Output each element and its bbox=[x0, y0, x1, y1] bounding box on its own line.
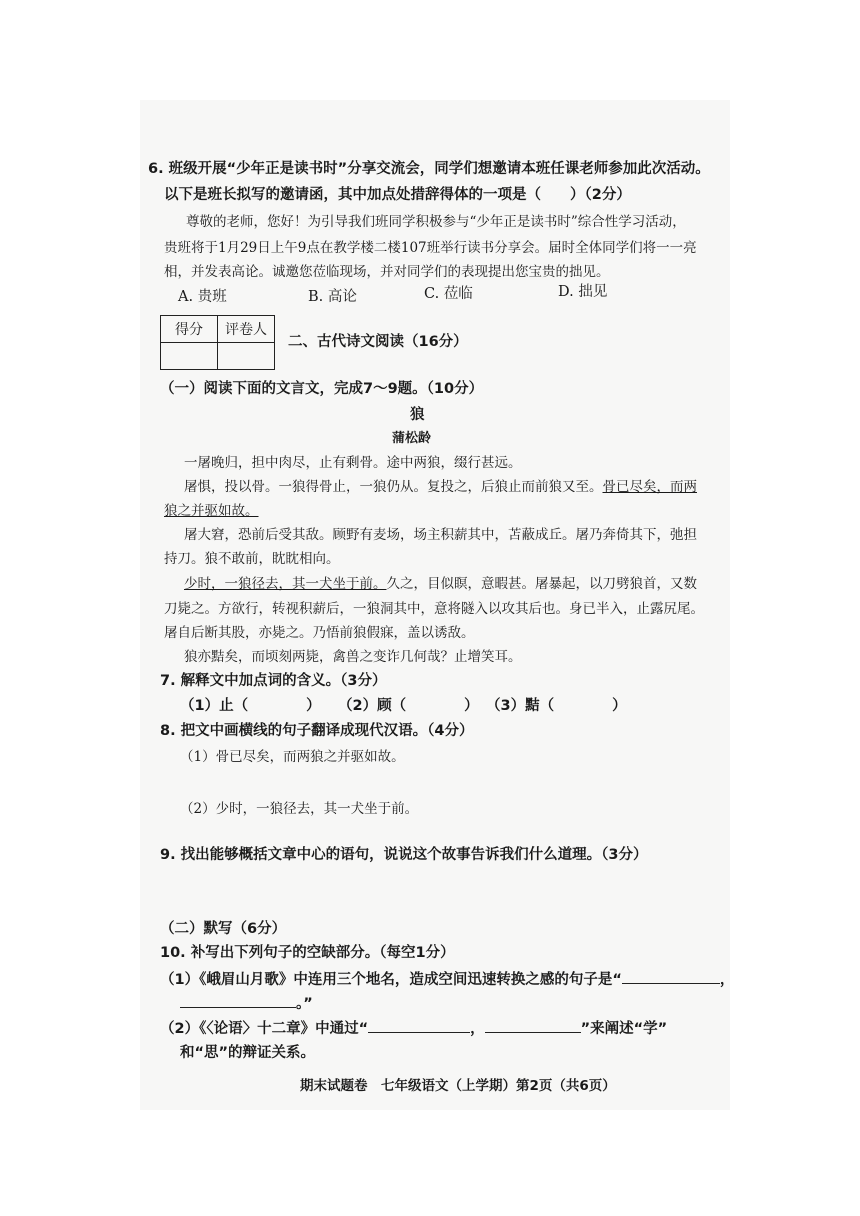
part-2-heading: （二）默写（6分） bbox=[160, 921, 287, 937]
q10-text: （1）《峨眉山月歌》中连用三个地名，造成空间迅速转换之感的句子是“ bbox=[160, 972, 622, 988]
q6-option-b[interactable]: B. 高论 bbox=[308, 289, 357, 305]
grader-header: 评卷人 bbox=[218, 316, 275, 343]
underlined-sentence-1: 骨已尽矣，而两 bbox=[602, 479, 697, 495]
answer-blank[interactable] bbox=[622, 969, 720, 984]
q6-letter-line1: 尊敬的老师，您好！为引导我们班同学积极参与“少年正是读书时”综合性学习活动， bbox=[186, 214, 686, 230]
q6-stem-line2: 以下是班长拟写的邀请函，其中加点处措辞得体的一项是（ ）（2分） bbox=[164, 187, 631, 203]
passage-text: 屠惧，投以骨。一狼得骨止，一狼仍从。复投之，后狼止而前狼又至。 bbox=[184, 479, 603, 495]
passage-para-4a bbox=[184, 575, 697, 593]
q10-line-1 bbox=[160, 969, 734, 989]
passage-para-5: 狼亦黠矣，而顷刻两毙，禽兽之变诈几何哉？止增笑耳。 bbox=[184, 649, 522, 665]
section-2-title: 二、古代诗文阅读（16分） bbox=[288, 334, 468, 350]
q10-text: ”来阐述“学” bbox=[580, 1021, 668, 1037]
underlined-sentence-1-cont: 狼之并驱如故。 bbox=[164, 503, 259, 519]
score-header: 得分 bbox=[161, 316, 218, 343]
q8-sentence-2: （2）少时，一狼径去，其一犬坐于前。 bbox=[180, 801, 419, 817]
answer-blank[interactable] bbox=[368, 1018, 470, 1033]
grader-cell[interactable] bbox=[218, 343, 275, 370]
q7-item-3[interactable]: （3）黠（ ） bbox=[486, 698, 627, 714]
q7-item-1[interactable]: （1）止（ ） bbox=[180, 698, 321, 714]
answer-blank[interactable] bbox=[180, 993, 296, 1008]
passage-para-3b: 持刀。狼不敢前，眈眈相向。 bbox=[164, 551, 340, 567]
page-footer: 期末试题卷 七年级语文（上学期）第2页（共6页） bbox=[300, 1078, 616, 1094]
score-cell[interactable] bbox=[161, 343, 218, 370]
score-box bbox=[160, 315, 275, 370]
q10-line-2-cont: 和“思”的辩证关系。 bbox=[180, 1045, 316, 1061]
poem-title: 狼 bbox=[410, 407, 425, 423]
q10-text: ， bbox=[470, 1021, 485, 1037]
passage-text: 久之，目似瞑，意暇甚。屠暴起，以刀劈狼首，又数 bbox=[386, 576, 697, 592]
q7-stem: 7. 解释文中加点词的含义。（3分） bbox=[160, 673, 387, 689]
passage-para-2a bbox=[184, 478, 697, 496]
q6-letter-line3: 相，并发表高论。诚邀您莅临现场，并对同学们的表现提出您宝贵的拙见。 bbox=[164, 264, 610, 280]
part-1-heading: （一）阅读下面的文言文，完成7～9题。（10分） bbox=[160, 381, 484, 397]
q10-text: （2）《〈论语〉十二章》中通过“ bbox=[160, 1021, 369, 1037]
q6-letter-line2: 贵班将于1月29日上午9点在教学楼二楼107班举行读书分享会。届时全体同学们将一一亮 bbox=[164, 240, 697, 256]
q6-option-c[interactable]: C. 莅临 bbox=[424, 286, 473, 302]
q6-option-d[interactable]: D. 拙见 bbox=[558, 284, 608, 300]
q8-sentence-1: （1）骨已尽矣，而两狼之并驱如故。 bbox=[180, 749, 405, 765]
q9-stem: 9. 找出能够概括文章中心的语句，说说这个故事告诉我们什么道理。（3分） bbox=[160, 847, 648, 863]
q8-stem: 8. 把文中画横线的句子翻译成现代汉语。（4分） bbox=[160, 723, 474, 739]
q10-line-1-cont bbox=[180, 993, 313, 1013]
q10-stem: 10. 补写出下列句子的空缺部分。（每空1分） bbox=[160, 945, 455, 961]
passage-para-3a: 屠大窘，恐前后受其敌。顾野有麦场，场主积薪其中，苫蔽成丘。屠乃奔倚其下，弛担 bbox=[184, 527, 697, 543]
q10-text: 。” bbox=[296, 996, 313, 1012]
passage-para-1: 一屠晚归，担中肉尽，止有剩骨。途中两狼，缀行甚远。 bbox=[184, 455, 522, 471]
poem-author: 蒲松龄 bbox=[392, 431, 432, 446]
q10-line-2 bbox=[160, 1018, 667, 1038]
passage-para-4b: 刀毙之。方欲行，转视积薪后，一狼洞其中，意将隧入以攻其后也。身已半入，止露尻尾。 bbox=[164, 601, 704, 617]
q6-option-a[interactable]: A. 贵班 bbox=[178, 289, 227, 305]
q7-item-2[interactable]: （2）顾（ ） bbox=[338, 698, 479, 714]
passage-para-4c: 屠自后断其股，亦毙之。乃悟前狼假寐，盖以诱敌。 bbox=[164, 625, 475, 641]
answer-blank[interactable] bbox=[485, 1018, 581, 1033]
q6-stem-line1: 6. 班级开展“少年正是读书时”分享交流会，同学们想邀请本班任课老师参加此次活动。 bbox=[148, 161, 710, 177]
underlined-sentence-2: 少时，一狼径去，其一犬坐于前。 bbox=[184, 576, 387, 592]
q10-text: ， bbox=[719, 972, 735, 988]
